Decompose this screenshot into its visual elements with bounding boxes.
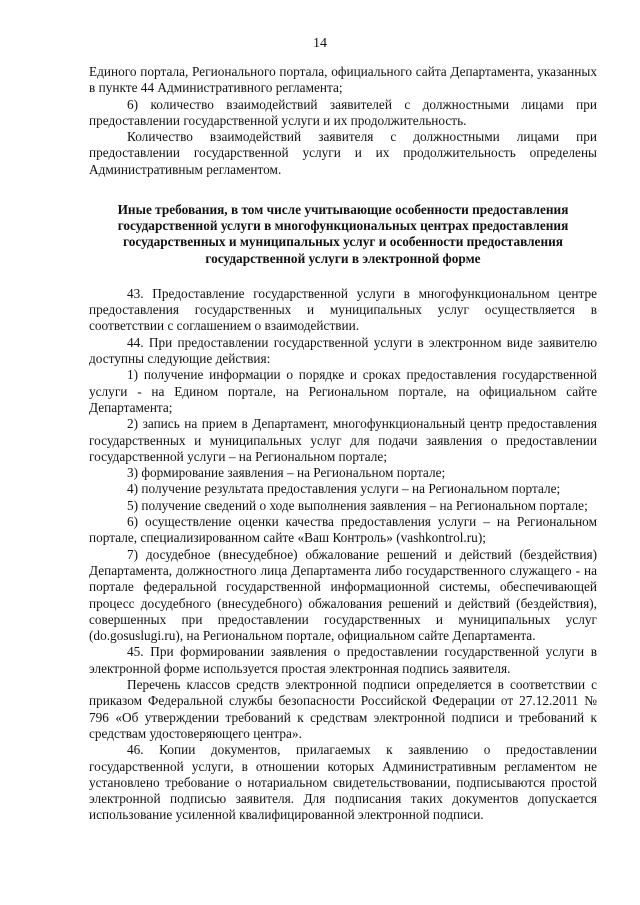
section-heading: Иные требования, в том числе учитывающие особенности предоставления государственной услуги в многофункциональных центрах предоставления государственных и муниципальных услуг и особенности предоставления государственной услуги в электронной форме [117, 202, 569, 266]
paragraph-46: 46. Копии документов, прилагаемых к заявлению о предоставлении государственной услуги, в отношении которых Административным регламентом не установлено требование о нотариальном свидетельствовании, подписываются простой электронной подписью заявителя. Для подписания таких документов допускается использование усиленной квалифицированной электронной подписи. [89, 742, 597, 823]
document-body [89, 64, 597, 824]
paragraph-44-item-2: 2) запись на прием в Департамент, многофункциональный центр предоставления государственных и муниципальных услуг для подачи заявления о предоставлении государственной услуги – на Региональном портале; [89, 416, 597, 464]
paragraph-44-item-1: 1) получение информации о порядке и сроках предоставления государственной услуги - на Едином портале, на Региональном портале, на официальном сайте Департамента; [89, 367, 597, 415]
paragraph-44-item-4: 4) получение результата предоставления услуги – на Региональном портале; [127, 481, 561, 497]
paragraph-45: 45. При формировании заявления о предоставлении государственной услуги в электронной форме используется простая электронная подпись заявителя. [89, 644, 597, 676]
paragraph-44-item-7: 7) досудебное (внесудебное) обжалование решений и действий (бездействия) Департамента, должностного лица Департамента либо государственного служащего - на портале федеральной государственной информационной системы, обеспечивающей процесс досудебного (внесудебного) обжалования решений и действий (бездействия), совершенных при предоставлении государственных и муниципальных услуг (do.gosuslugi.ru), на Региональном портале, официальном сайте Департамента. [89, 546, 597, 644]
paragraph-signature-classes: Перечень классов средств электронной подписи определяется в соответствии с приказом Федеральной службы безопасности Российской Федерации от 27.12.2011 № 796 «Об утверждении требований к средствам электронной подписи и требований к средствам удостоверяющего центра». [89, 677, 597, 741]
paragraph-44-item-6: 6) осуществление оценки качества предоставления услуги – на Региональном портале, специализированном сайте «Ваш Контроль» (vashkontrol.ru); [89, 514, 597, 546]
paragraph-44: 44. При предоставлении государственной услуги в электронном виде заявителю доступны следующие действия: [89, 334, 597, 367]
paragraph-44-item-5: 5) получение сведений о ходе выполнения заявления – на Региональном портале; [127, 497, 588, 513]
paragraph-43: 43. Предоставление государственной услуги в многофункциональном центре предоставления государственных и муниципальных услуг осуществляется в соответствии с соглашением о взаимодействии. [89, 285, 597, 334]
page-number: 14 [313, 36, 327, 51]
paragraph-44-item-3: 3) формирование заявления – на Региональном портале; [127, 465, 446, 481]
paragraph-interaction-count: Количество взаимодействий заявителя с должностными лицами при предоставлении государственной услуги и их продолжительность определены Административным регламентом. [89, 129, 597, 177]
paragraph-continuation: Единого портала, Регионального портала, официального сайта Департамента, указанных в пункте 44 Административного регламента; [89, 64, 597, 96]
paragraph-item-6: 6) количество взаимодействий заявителей с должностными лицами при предоставлении государственной услуги и их продолжительность. [89, 96, 597, 128]
